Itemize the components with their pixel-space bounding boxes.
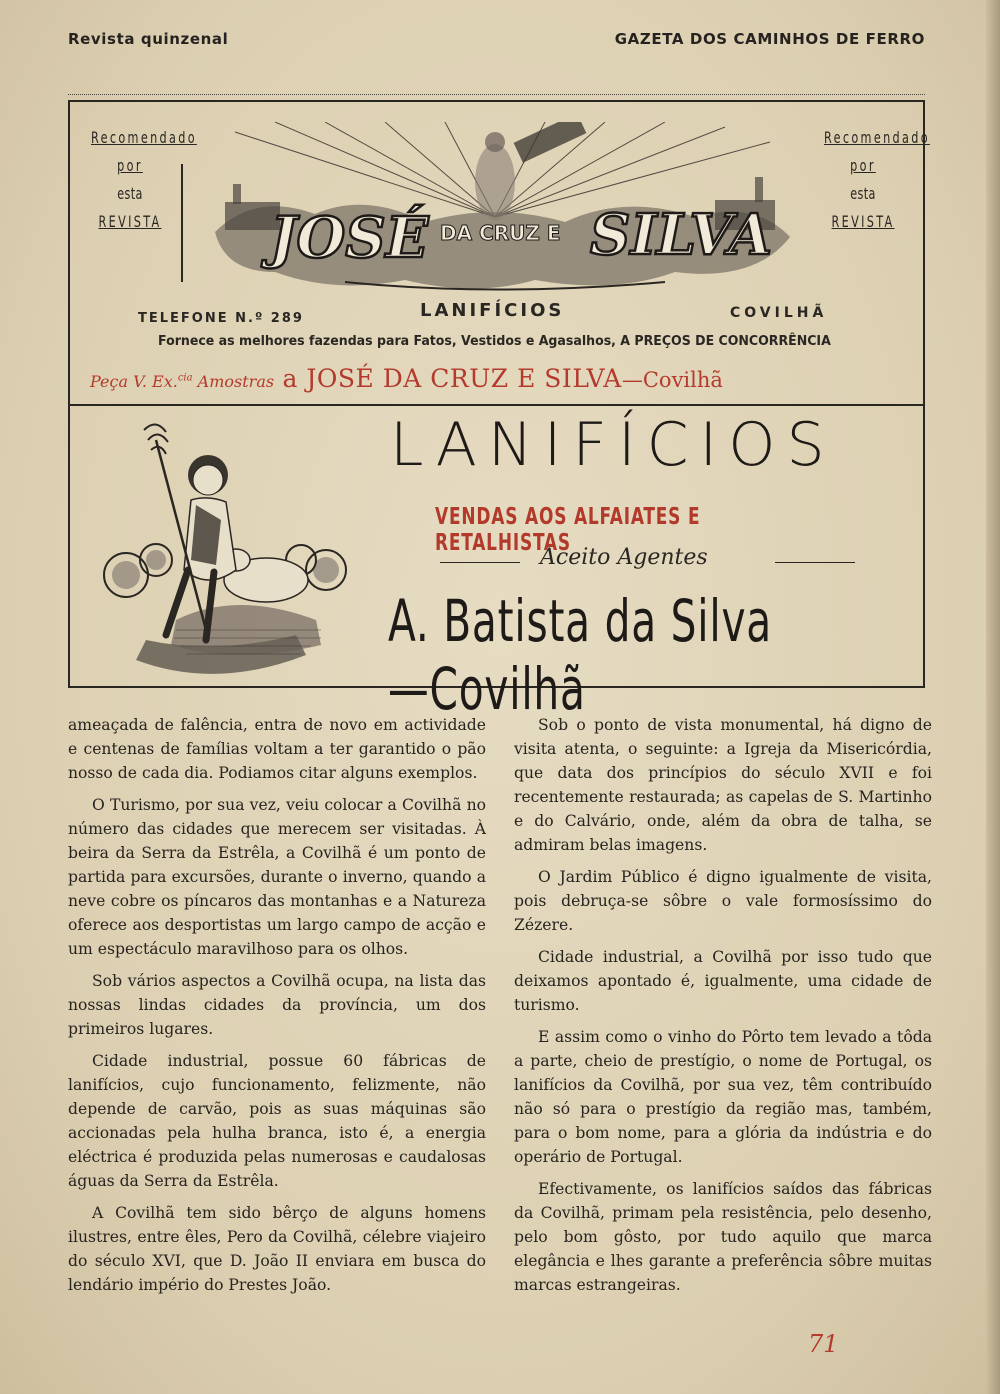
article-paragraph: Sob vários aspectos a Covilhã ocupa, na lista das nossas lindas cidades da província, um dos primeiros lugares.: [68, 972, 486, 1038]
jose-da-cruz-e-silva-logo: [195, 122, 805, 297]
agents-rule-right: [775, 562, 855, 563]
recommended-left-line: esta: [117, 184, 143, 203]
recommended-left: [80, 124, 197, 236]
sample-request-a: a: [274, 364, 307, 393]
ad1-tagline: Fornece as melhores fazendas para Fatos, Vestidos e Agasalhos, A PREÇOS DE CONCORRÊNCIA: [158, 333, 831, 349]
page-number: 71: [808, 1330, 839, 1358]
recommended-right-line: por: [850, 156, 876, 175]
ad-divider: [70, 404, 923, 406]
ad1-sample-request: [90, 364, 723, 393]
article-paragraph: A Covilhã tem sido bêrço de alguns homens ilustres, entre êles, Pero da Covilhã, célebre viajeiro do século XVI, que D. João II enviara em busca do lendário império do Prestes João.: [68, 1204, 486, 1294]
article-paragraph: O Turismo, por sua vez, veiu colocar a Covilhã no número das cidades que merecem ser visitadas. À beira da Serra da Estrêla, a Covilhã é um ponto de partida para excursões, durante o inverno, quando a neve cobre os píncaros das montanhas e a Natureza oferece aos desportistas um largo campo de acção e um espectáculo maravilhoso para os olhos.: [68, 796, 486, 958]
article-paragraph: Efectivamente, os lanifícios saídos das fábricas da Covilhã, primam pela resistência, pelo desenho, pelo bom gôsto, por tudo aquilo que marca elegância e lhes garante a preferência sôbre muitas marcas estrangeiras.: [514, 1180, 932, 1294]
recommended-left-line: por: [117, 156, 143, 175]
article-paragraph: E assim como o vinho do Pôrto tem levado a tôda a parte, cheio de prestígio, o nome de Portugal, os lanifícios da Covilhã, por sua vez, têm contribuído não só para o prestígio da região mas, também, para o bom nome, para a glória da indústria e do operário de Portugal.: [514, 1028, 932, 1166]
article-column-right: [514, 713, 932, 1297]
recommended-right-line: REVISTA: [831, 212, 895, 231]
sample-request-prefix: Peça V. Ex.: [90, 372, 178, 391]
logo-word-silva: SILVA: [590, 202, 772, 268]
agents-rule-left: [440, 562, 520, 563]
recommended-left-line: REVISTA: [98, 212, 162, 231]
article-paragraph: ameaçada de falência, entra de novo em actividade e centenas de famílias voltam a ter garantido o pão nosso de cada dia. Podiamos citar alguns exemplos.: [68, 716, 486, 782]
article-paragraph: Cidade industrial, a Covilhã por isso tudo que deixamos apontado é, igualmente, uma cidade de turismo.: [514, 948, 932, 1014]
sample-request-city: —Covilhã: [621, 368, 723, 392]
running-header-right: GAZETA DOS CAMINHOS DE FERRO: [614, 30, 925, 48]
boy-with-lamb-illustration: [96, 420, 356, 685]
recommended-left-rule: [181, 164, 183, 282]
advertisement-box: [68, 100, 930, 723]
ad2-title: LANIFÍCIOS: [390, 410, 836, 480]
ad1-category: LANIFÍCIOS: [420, 300, 565, 321]
article-paragraph: Cidade industrial, possue 60 fábricas de lanifícios, cujo funcionamento, felizmente, não depende de carvão, pois as suas máquinas são accionadas pela hulha branca, isto é, a energia eléctrica é produzida pelas numerosas e caudalosas águas da Serra da Estrêla.: [68, 1052, 486, 1190]
phone-number: TELEFONE N.º 289: [138, 311, 304, 326]
sample-request-name: JOSÉ DA CRUZ E SILVA: [306, 364, 622, 393]
article-paragraph: O Jardim Público é digno igualmente de visita, pois debruça-se sôbre o vale formosíssimo do Zézere.: [514, 868, 932, 934]
ad2-subtitle: VENDAS AOS ALFAIATES E RETALHISTAS: [435, 504, 701, 556]
ad2-agents-line: [440, 545, 855, 577]
recommended-right: [813, 124, 930, 236]
sample-request-mid: Amostras: [192, 372, 275, 391]
page-spine-shadow: [986, 0, 1000, 1394]
recommended-right-line: Recomendado: [824, 128, 930, 147]
logo-word-jose: JOSÉ: [270, 205, 429, 271]
ad2-agents: Aceito Agentes: [540, 545, 708, 570]
logo-word-da-cruz-e: DA CRUZ E: [440, 221, 561, 245]
article-column-left: [68, 713, 486, 1297]
ad-top-rule: [68, 94, 925, 95]
sample-request-sup: cia: [177, 372, 193, 384]
recommended-right-line: esta: [850, 184, 876, 203]
ad1-city: COVILHÃ: [730, 305, 828, 321]
article-paragraph: Sob o ponto de vista monumental, há digno de visita atenta, o seguinte: a Igreja da Misericórdia, que data dos princípios do século XVII e foi recentemente restaurada; as capelas de S. Martinho e do Calvário, onde, além da obra de talha, se admiram belas imagens.: [514, 716, 932, 854]
running-header-left: Revista quinzenal: [68, 30, 229, 48]
ad2-name: A. Batista da Silva—Covilhã: [388, 587, 773, 723]
recommended-left-line: Recomendado: [91, 128, 197, 147]
